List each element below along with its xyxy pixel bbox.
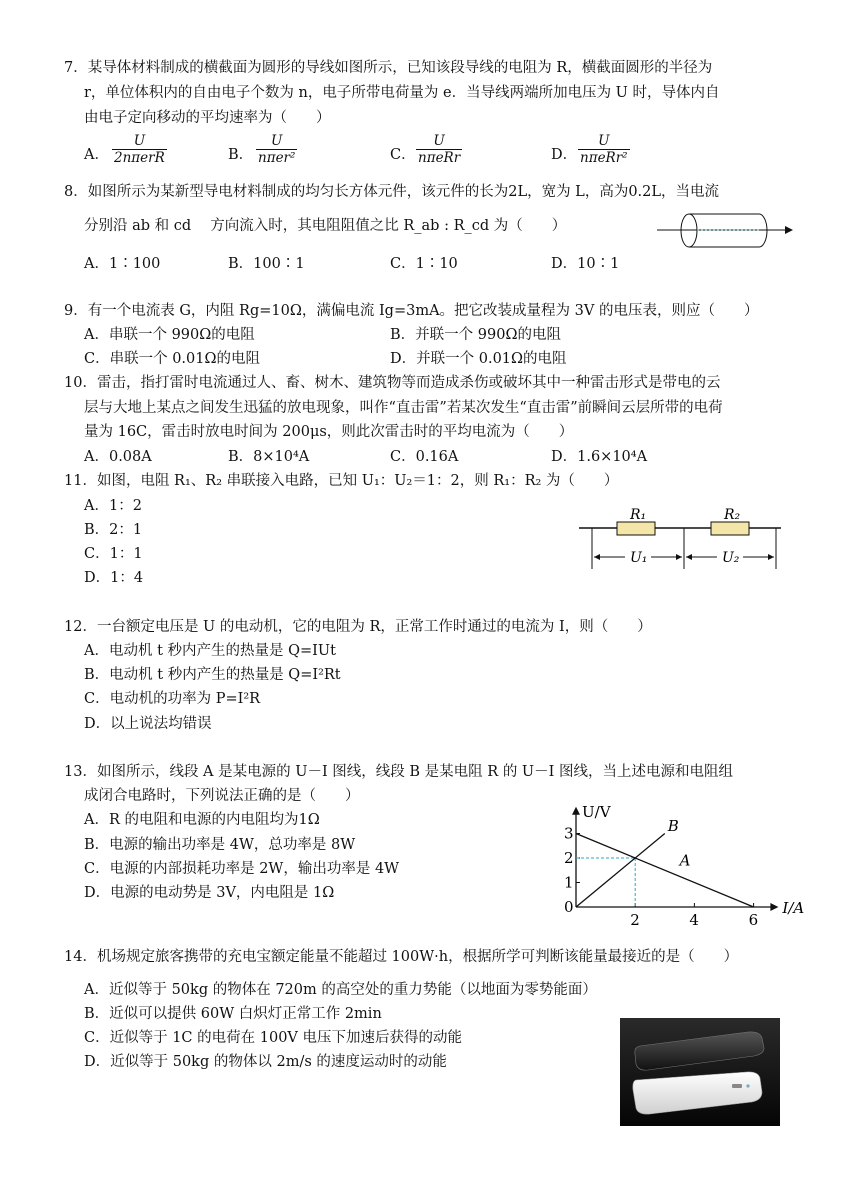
resistor-r1: [617, 522, 655, 535]
ui-graph: [560, 795, 805, 929]
q12-stem-1: 12．一台额定电压是 U 的电动机，它的电阻为 R，正常工作时通过的电流为 I，则（ ）: [64, 619, 652, 635]
q10-stem-1: 10．雷击，指打雷时电流通过人、畜、树木、建筑物等而造成杀伤或破坏其中一种雷击形式是带电的云: [64, 375, 721, 391]
q7-option-c-fraction: [416, 133, 462, 166]
resistor-r2: [711, 522, 749, 535]
q8-option-b: B．100∶1: [228, 256, 305, 272]
q7-option-a-label: A．: [84, 147, 109, 163]
led-indicator-icon: [746, 1084, 749, 1087]
q11-stem-1: 11．如图，电阻 R₁、R₂ 串联接入电路，已知 U₁：U₂＝1：2，则 R₁：R₂ 为（ ）: [64, 473, 619, 489]
q10-option-b: B．8×10⁴A: [228, 449, 310, 465]
usb-port-icon: [732, 1084, 742, 1088]
q13-option-d: D．电源的电动势是 3V，内电阻是 1Ω: [84, 885, 335, 901]
q8-stem-2: 分别沿 ab 和 cd 方向流入时，其电阻阻值之比 R_ab : R_cd 为（ ）: [84, 218, 567, 234]
q7-option-c-label: C．: [390, 147, 416, 163]
q8-stem-1: 8．如图所示为某新型导电材料制成的均匀长方体元件，该元件的长为2L，宽为 L，高为0.2L，当电流: [64, 184, 720, 200]
q11-option-d: D．1：4: [84, 570, 144, 586]
q12-option-c: C．电动机的功率为 P=I²R: [84, 691, 261, 707]
q14-option-d: D．近似等于 50kg 的物体以 2m/s 的速度运动时的动能: [84, 1054, 447, 1070]
q9-option-c: C．串联一个 0.01Ω的电阻: [84, 351, 261, 367]
series-line-A: [576, 834, 754, 908]
q7-option-a-fraction: [112, 133, 167, 166]
q13-option-a: A．R 的电阻和电源的内电阻均为1Ω: [84, 812, 320, 828]
series-line-B: [576, 834, 665, 908]
q14-option-b: B．近似可以提供 60W 白炽灯正常工作 2min: [84, 1006, 382, 1022]
q13-stem-1: 13．如图所示，线段 A 是某电源的 U－I 图线，线段 B 是某电阻 R 的 U－I 图线，当上述电源和电阻组: [64, 764, 733, 780]
q8-option-c: C．1∶10: [390, 256, 458, 272]
series-resistor-figure: [575, 503, 785, 575]
u2-label: U₂: [722, 550, 740, 566]
u1-label: U₁: [630, 550, 648, 566]
q10-option-a: A．0.08A: [84, 449, 152, 465]
q7-c-den: nπeRr: [418, 150, 461, 166]
y-tick-label: 0: [564, 898, 574, 916]
q8-option-a: A．1∶100: [84, 256, 161, 272]
q11-option-a: A．1：2: [84, 498, 142, 514]
power-bank-photo: [620, 1018, 780, 1126]
q14-option-c: C．近似等于 1C 的电荷在 100V 电压下加速后获得的动能: [84, 1030, 462, 1046]
q13-option-b: B．电源的输出功率是 4W，总功率是 8W: [84, 837, 356, 853]
arrowhead-icon: [768, 554, 774, 560]
cylinder-figure: [655, 210, 795, 252]
y-axis-label: U/V: [582, 802, 611, 821]
q7-d-num: U: [578, 133, 630, 150]
q9-stem-1: 9．有一个电流表 G，内阻 Rg=10Ω，满偏电流 Ig=3mA。把它改装成量程为 3V 的电压表，则应（ ）: [64, 303, 759, 319]
q7-stem-2: r，单位体积内的自由电子个数为 n，电子所带电荷量为 e．当导线两端所加电压为 U 时，导体内自: [84, 85, 720, 101]
x-axis-arrow-icon: [770, 903, 778, 911]
series-label-A: A: [679, 851, 691, 870]
series-label-B: B: [667, 817, 679, 836]
arrowhead-icon: [676, 554, 682, 560]
q7-c-num: U: [416, 133, 462, 150]
y-tick-label: 3: [564, 824, 574, 843]
q10-option-d: D．1.6×10⁴A: [551, 449, 648, 465]
y-tick-label: 1: [564, 873, 574, 892]
arrowhead-icon: [686, 554, 692, 560]
q11-option-b: B．2：1: [84, 522, 143, 538]
q7-stem-1: 7．某导体材料制成的横截面为圆形的导线如图所示，已知该段导线的电阻为 R，横截面圆形的半径为: [64, 60, 713, 76]
q7-b-num: U: [256, 133, 297, 150]
q13-option-c: C．电源的内部损耗功率是 2W，输出功率是 4W: [84, 861, 400, 877]
q7-stem-3: 由电子定向移动的平均速率为（ ）: [84, 110, 331, 126]
q7-option-d-label: D．: [551, 147, 578, 163]
q12-option-d: D．以上说法均错误: [84, 716, 212, 732]
q9-option-a: A．串联一个 990Ω的电阻: [84, 327, 255, 343]
x-tick-label: 2: [630, 911, 640, 929]
y-axis-arrow-icon: [572, 807, 580, 815]
q9-option-b: B．并联一个 990Ω的电阻: [390, 327, 561, 343]
q12-option-a: A．电动机 t 秒内产生的热量是 Q=IUt: [84, 643, 336, 659]
q10-stem-3: 量为 16C，雷击时放电时间为 200μs，则此次雷击时的平均电流为（ ）: [84, 424, 574, 440]
q7-a-num: U: [112, 133, 167, 150]
q9-option-d: D．并联一个 0.01Ω的电阻: [390, 351, 567, 367]
q10-option-c: C．0.16A: [390, 449, 459, 465]
x-tick-label: 4: [689, 911, 699, 929]
x-tick-label: 6: [748, 911, 759, 929]
q7-option-b-fraction: [256, 133, 297, 166]
x-axis-label: I/A: [782, 899, 805, 917]
q12-option-b: B．电动机 t 秒内产生的热量是 Q=I²Rt: [84, 667, 341, 683]
q7-option-b-label: B．: [228, 147, 254, 163]
r1-label: R₁: [630, 507, 647, 523]
q14-option-a: A．近似等于 50kg 的物体在 720m 的高空处的重力势能（以地面为零势能面）: [84, 982, 597, 998]
q13-stem-2: 成闭合电路时，下列说法正确的是（ ）: [84, 788, 360, 804]
y-tick-label: 2: [564, 849, 574, 867]
q7-b-den: nπer²: [258, 150, 296, 166]
arrowhead-icon: [594, 554, 600, 560]
q7-a-den: 2nπerR: [114, 150, 165, 166]
q7-option-d-fraction: [578, 133, 630, 166]
q7-d-den: nπeRr²: [580, 150, 628, 166]
q14-stem-1: 14．机场规定旅客携带的充电宝额定能量不能超过 100W·h，根据所学可判断该能量最接近的是（ ）: [64, 949, 739, 965]
r2-label: R₂: [724, 507, 741, 523]
q10-stem-2: 层与大地上某点之间发生迅猛的放电现象，叫作“直击雷”若某次发生“直击雷”前瞬间云层所带的电荷: [84, 400, 723, 416]
q11-option-c: C．1：1: [84, 546, 143, 562]
q8-option-d: D．10∶1: [551, 256, 620, 272]
axis-arrow-icon: [785, 226, 793, 234]
